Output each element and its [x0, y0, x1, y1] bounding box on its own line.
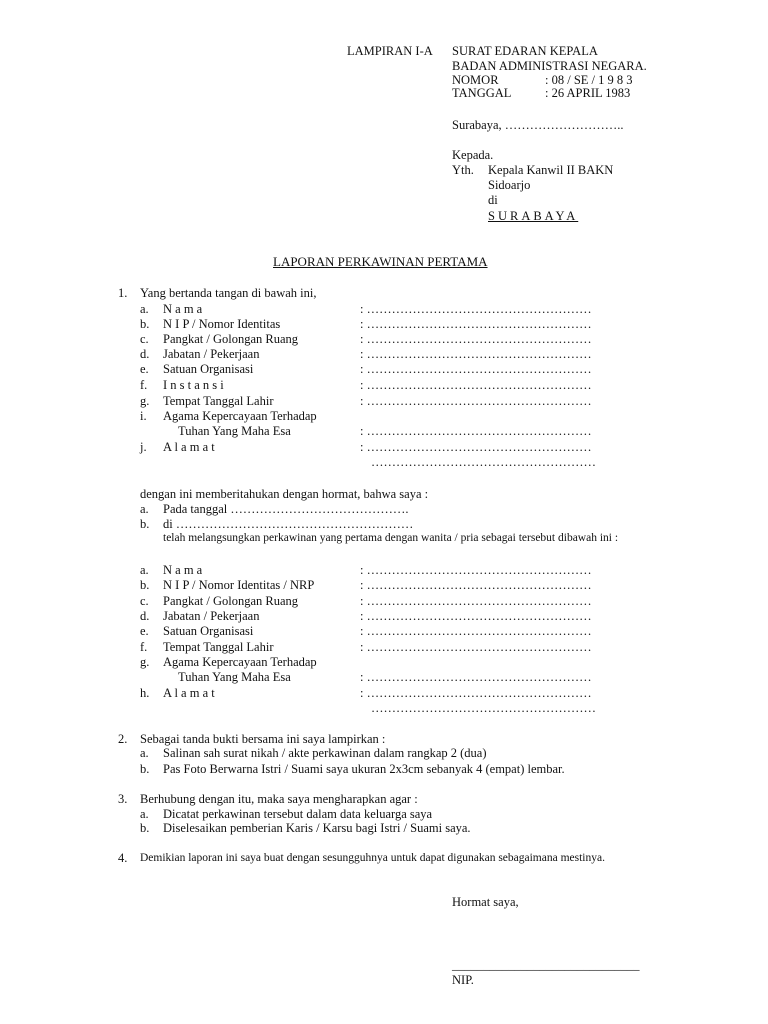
owner-field-label: N a m a	[163, 302, 203, 316]
section3-a-text: Dicatat perkawinan tersebut dalam data keluarga saya	[163, 807, 433, 821]
section2-intro: Sebagai tanda bukti bersama ini saya lampirkan :	[140, 732, 386, 746]
spouse-field-label: N I P / Nomor Identitas / NRP	[163, 578, 315, 592]
spouse-field-letter: d.	[140, 609, 150, 623]
spouse-field-letter: f.	[140, 640, 148, 654]
spouse-field-label: Jabatan / Pekerjaan	[163, 609, 260, 623]
owner-field-value: : ………………………………………………	[360, 347, 592, 361]
owner-field-value: : ………………………………………………	[360, 317, 592, 331]
owner-field-letter: c.	[140, 332, 149, 346]
owner-field-value: : ………………………………………………	[360, 424, 592, 438]
spouse-field-label: Tempat Tanggal Lahir	[163, 640, 274, 654]
owner-field-letter: j.	[140, 440, 147, 454]
spouse-field-value: : ………………………………………………	[360, 670, 592, 684]
owner-field-value: : ………………………………………………	[360, 332, 592, 346]
spouse-field-letter: g.	[140, 655, 150, 669]
section2-b-letter: b.	[140, 762, 150, 776]
owner-field-value: : ………………………………………………	[360, 394, 592, 408]
section2-b-text: Pas Foto Berwarna Istri / Suami saya ukuran 2x3cm sebanyak 4 (empat) lembar.	[163, 762, 565, 776]
spouse-field-letter: b.	[140, 578, 150, 592]
owner-field-letter: e.	[140, 362, 149, 376]
spouse-field-letter: e.	[140, 624, 149, 638]
owner-field-value-cont: ………………………………………………	[371, 455, 596, 469]
sub-a-letter: a.	[140, 502, 149, 516]
address-city: SURABAYA	[488, 209, 579, 223]
signature-line: ______________________________	[452, 958, 640, 972]
owner-field-letter: f.	[140, 378, 148, 392]
sub-a-text: Pada tanggal …………………………………….	[163, 502, 409, 516]
section4-num: 4.	[118, 851, 128, 865]
owner-field-letter: b.	[140, 317, 150, 331]
owner-field-label: Tempat Tanggal Lahir	[163, 394, 274, 408]
spouse-field-label: Pangkat / Golongan Ruang	[163, 594, 299, 608]
lampiran-label: LAMPIRAN I-A	[347, 44, 433, 58]
nip-label: NIP.	[452, 973, 474, 987]
owner-field-label: N I P / Nomor Identitas	[163, 317, 281, 331]
owner-field-label: I n s t a n s i	[163, 378, 224, 392]
spouse-field-value: : ………………………………………………	[360, 609, 592, 623]
spouse-field-value: : ………………………………………………	[360, 594, 592, 608]
sub-b-text: di …………………………………………………	[163, 517, 414, 531]
tanggal-label: TANGGAL	[452, 86, 512, 100]
section3-a-letter: a.	[140, 807, 149, 821]
section3-b-text: Diselesaikan pemberian Karis / Karsu bagi Istri / Suami saya.	[163, 821, 471, 835]
section3-b-letter: b.	[140, 821, 150, 835]
section1-intro: Yang bertanda tangan di bawah ini,	[140, 286, 317, 300]
address-kepada: Kepada.	[452, 148, 494, 162]
header-line2: BADAN ADMINISTRASI NEGARA.	[452, 59, 647, 73]
spouse-field-value: : ………………………………………………	[360, 624, 592, 638]
statement: dengan ini memberitahukan dengan hormat, bahwa saya :	[140, 487, 429, 501]
address-recipient: Kepala Kanwil II BAKN	[488, 163, 614, 177]
section3-num: 3.	[118, 792, 128, 806]
owner-field-label: Agama Kepercayaan Terhadap	[163, 409, 317, 423]
owner-field-value: : ………………………………………………	[360, 440, 592, 454]
document-title: LAPORAN PERKAWINAN PERTAMA	[273, 254, 488, 269]
spouse-field-value: : ………………………………………………	[360, 578, 592, 592]
section2-num: 2.	[118, 732, 128, 746]
spouse-field-label: Agama Kepercayaan Terhadap	[163, 655, 317, 669]
owner-field-value: : ………………………………………………	[360, 362, 592, 376]
nomor-label: NOMOR	[452, 73, 499, 87]
owner-field-letter: g.	[140, 394, 150, 408]
section1-num: 1.	[118, 286, 128, 300]
section2-a-text: Salinan sah surat nikah / akte perkawinan dalam rangkap 2 (dua)	[163, 746, 487, 760]
tanggal-value: : 26 APRIL 1983	[545, 86, 631, 100]
owner-field-value: : ………………………………………………	[360, 302, 592, 316]
spouse-field-value: : ………………………………………………	[360, 640, 592, 654]
spouse-field-label: A l a m a t	[163, 686, 215, 700]
sub-b-letter: b.	[140, 517, 150, 531]
owner-field-letter: d.	[140, 347, 150, 361]
spouse-field-label: N a m a	[163, 563, 203, 577]
closing: Hormat saya,	[452, 895, 519, 909]
header-line1: SURAT EDARAN KEPALA	[452, 44, 598, 58]
spouse-field-value-cont: ………………………………………………	[371, 701, 596, 715]
owner-field-value: : ………………………………………………	[360, 378, 592, 392]
owner-field-label: A l a m a t	[163, 440, 215, 454]
address-yth: Yth.	[452, 163, 474, 177]
owner-field-label-cont: Tuhan Yang Maha Esa	[178, 424, 291, 438]
spouse-field-label-cont: Tuhan Yang Maha Esa	[178, 670, 291, 684]
place-date: Surabaya, ………………………..	[452, 118, 624, 132]
section4-text: Demikian laporan ini saya buat dengan sesungguhnya untuk dapat digunakan sebagaimana mestinya.	[140, 852, 605, 864]
spouse-field-letter: h.	[140, 686, 150, 700]
owner-field-label: Jabatan / Pekerjaan	[163, 347, 260, 361]
address-line2: Sidoarjo	[488, 178, 531, 192]
address-line3: di	[488, 193, 498, 207]
section3-intro: Berhubung dengan itu, maka saya mengharapkan agar :	[140, 792, 418, 806]
owner-field-label: Pangkat / Golongan Ruang	[163, 332, 299, 346]
spouse-field-value: : ………………………………………………	[360, 563, 592, 577]
spouse-field-value: : ………………………………………………	[360, 686, 592, 700]
owner-field-label: Satuan Organisasi	[163, 362, 254, 376]
owner-field-letter: i.	[140, 409, 147, 423]
section2-a-letter: a.	[140, 746, 149, 760]
spouse-field-label: Satuan Organisasi	[163, 624, 254, 638]
owner-field-letter: a.	[140, 302, 149, 316]
spouse-field-letter: a.	[140, 563, 149, 577]
spouse-field-letter: c.	[140, 594, 149, 608]
nomor-value: : 08 / SE / 1 9 8 3	[545, 73, 633, 87]
married-text: telah melangsungkan perkawinan yang pertama dengan wanita / pria sebagai tersebut dibawah ini :	[163, 532, 619, 544]
